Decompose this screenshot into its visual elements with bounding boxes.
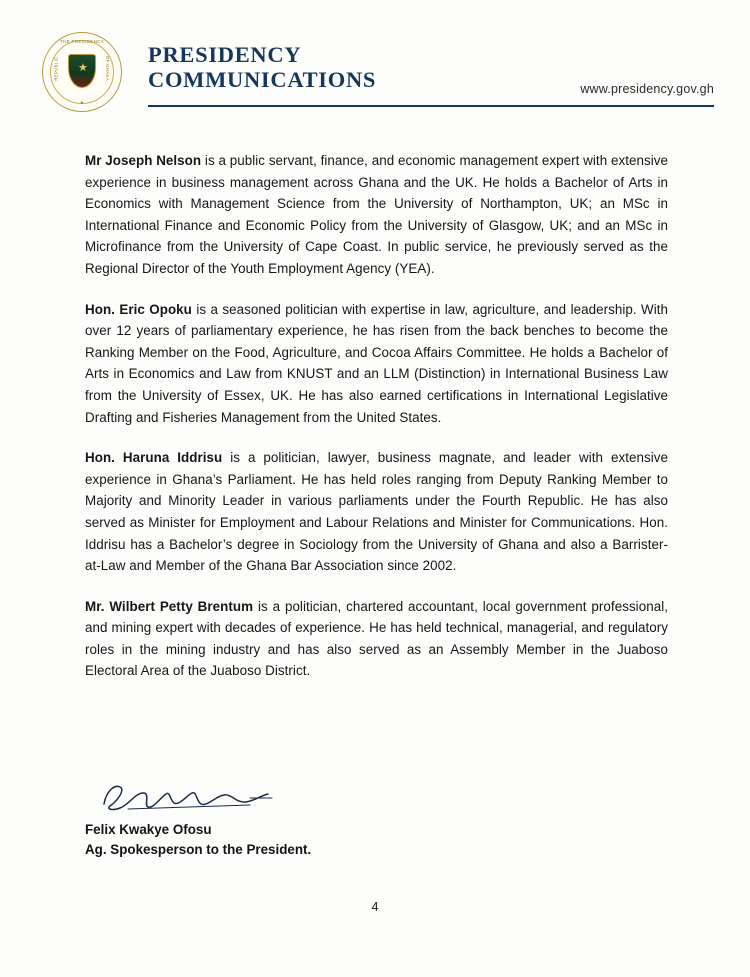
- brand-line-communications: COMMUNICATIONS: [148, 67, 377, 92]
- crest-legend-right: OF GHANA: [104, 55, 110, 82]
- crest-legend-top: THE PRESIDENCY: [59, 39, 105, 44]
- document-body: [85, 150, 668, 682]
- signatory-name: Felix Kwakye Ofosu: [85, 822, 212, 837]
- paragraph-lead-name: Mr Joseph Nelson: [85, 153, 202, 168]
- crest-star-icon: ★: [78, 62, 88, 74]
- paragraph-text: is a public servant, finance, and economic management expert with extensive experience in business management across Ghana and the UK. He holds a Bachelor of Arts in Economics with Management Science from the University of Northampton, UK; an MSc in International Finance and Economic Policy from the University of Glasgow, UK; and an MSc in Microfinance from the University of Cape Coast. In public service, he previously served as the Regional Director of the Youth Employment Agency (YEA).: [85, 153, 668, 276]
- brand-line-presidency: PRESIDENCY: [148, 42, 302, 67]
- paragraph-text: is a politician, lawyer, business magnate, and leader with extensive experience in Ghana’s Parliament. He has held roles ranging from Deputy Ranking Member to Majority and Minority Leader in various parliaments under the Fourth Republic. He has also served as Minister for Employment and Labour Relations and Minister for Communications. Hon. Iddrisu has a Bachelor’s degree in Sociology from the University of Ghana and also a Barrister-at-Law and Member of the Ghana Bar Association since 2002.: [85, 450, 668, 574]
- signature-block: [85, 778, 505, 860]
- paragraph: [85, 150, 668, 280]
- paragraph-text: is a politician, chartered accountant, local government professional, and mining expert with decades of experience. He has held technical, managerial, and regulatory roles in the mining industry and has also served as an Assembly Member in the Juaboso Electoral Area of the Juaboso District.: [85, 598, 668, 679]
- signatory-role: Ag. Spokesperson to the President.: [85, 842, 312, 857]
- paragraph: [85, 596, 668, 682]
- paragraph-lead-name: Hon. Haruna Iddrisu: [85, 450, 223, 466]
- paragraph: [85, 299, 668, 429]
- organisation-title: [148, 42, 376, 92]
- header-divider: [148, 105, 714, 107]
- letterhead: [42, 26, 714, 106]
- paragraph-text: is a seasoned politician with expertise in law, agriculture, and leadership. With over 12 years of parliamentary experience, he has risen from the back benches to become the Ranking Member on the Food, Agriculture, and Cocoa Affairs Committee. He holds a Bachelor of Arts in Economics and Law from KNUST and an LLM (Distinction) in International Business Law from the University of Essex, UK. He has also earned certifications in International Legislative Drafting and Fisheries Management from the United States.: [85, 301, 669, 425]
- handwritten-signature: [100, 778, 270, 818]
- crest-legend-bottom: ★: [79, 100, 85, 105]
- ghana-coat-of-arms-icon: [42, 32, 122, 112]
- paragraph-lead-name: Hon. Eric Opoku: [85, 301, 192, 317]
- page-number: 4: [371, 900, 379, 914]
- paragraph-lead-name: Mr. Wilbert Petty Brentum: [85, 598, 254, 614]
- paragraph: [85, 447, 668, 577]
- website-url: www.presidency.gov.gh: [580, 82, 714, 96]
- crest-legend-left: REPUBLIC: [53, 56, 59, 81]
